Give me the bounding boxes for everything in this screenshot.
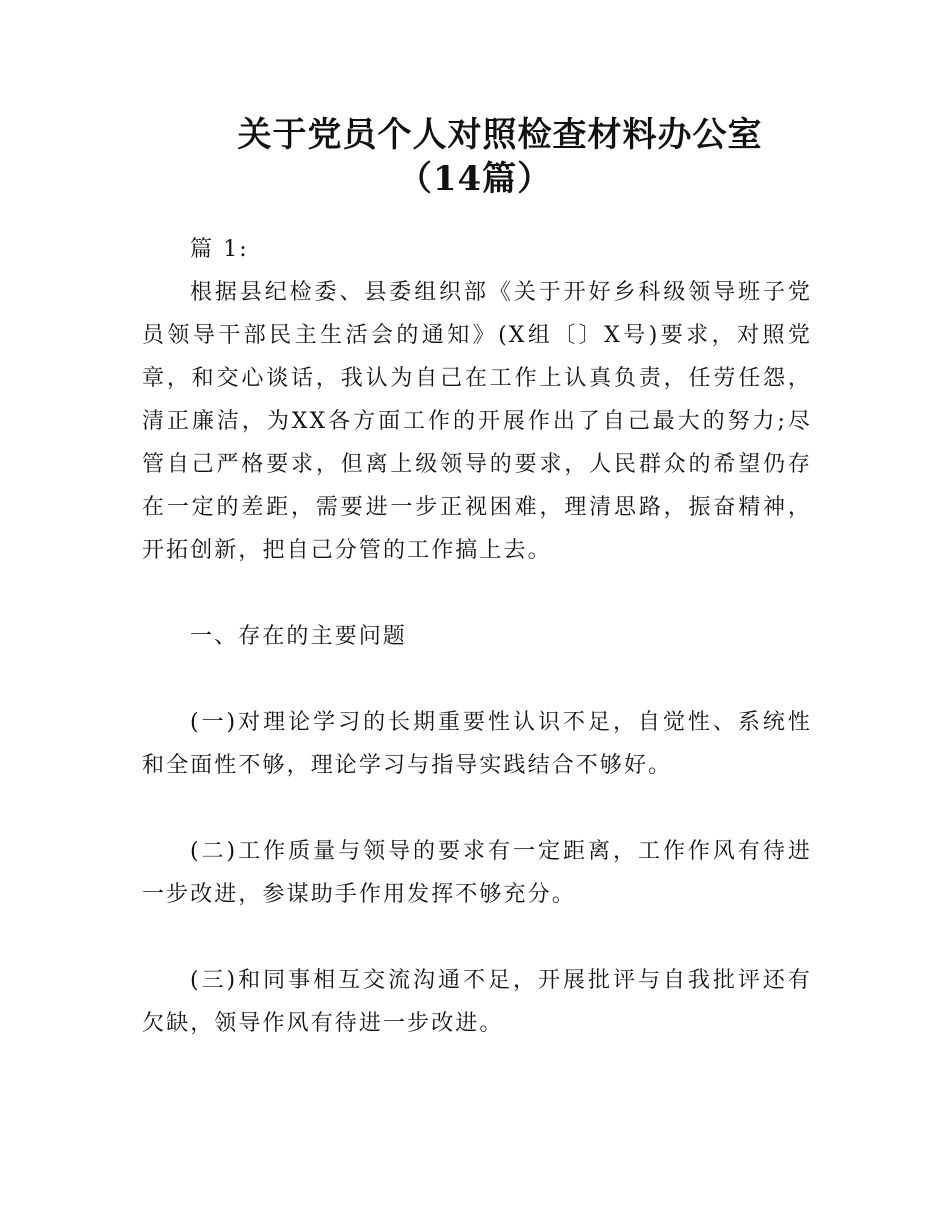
paragraph-intro: 根据县纪检委、县委组织部《关于开好乡科级领导班子党员领导干部民主生活会的通知》(X组〔〕X号)要求，对照党章，和交心谈话，我认为自己在工作上认真负责，任劳任怨，清正廉洁，为XX各方面工作的开展作出了自己最大的努力;尽管自己严格要求，但离上级领导的要求，人民群众的希望仍存在一定的差距，需要进一步正视困难，理清思路，振奋精神，开拓创新，把自己分管的工作搞上去。 bbox=[142, 280, 812, 563]
paragraph-problem-1: (一)对理论学习的长期重要性认识不足，自觉性、系统性和全面性不够，理论学习与指导实践结合不够好。 bbox=[142, 710, 812, 778]
document-title-line-1: 关于党员个人对照检查材料办公室 bbox=[237, 115, 763, 155]
paragraph-problem-3: (三)和同事相互交流沟通不足，开展批评与自我批评还有欠缺，领导作风有待进一步改进。 bbox=[142, 968, 812, 1036]
paragraph-problem-2: (二)工作质量与领导的要求有一定距离，工作作风有待进一步改进，参谋助手作用发挥不够充分。 bbox=[142, 839, 812, 907]
document-body bbox=[142, 228, 812, 1045]
section-label: 篇 1: bbox=[190, 237, 249, 262]
document-title-line-2: （14篇） bbox=[397, 159, 553, 199]
heading-main-problems: 一、存在的主要问题 bbox=[190, 624, 407, 649]
